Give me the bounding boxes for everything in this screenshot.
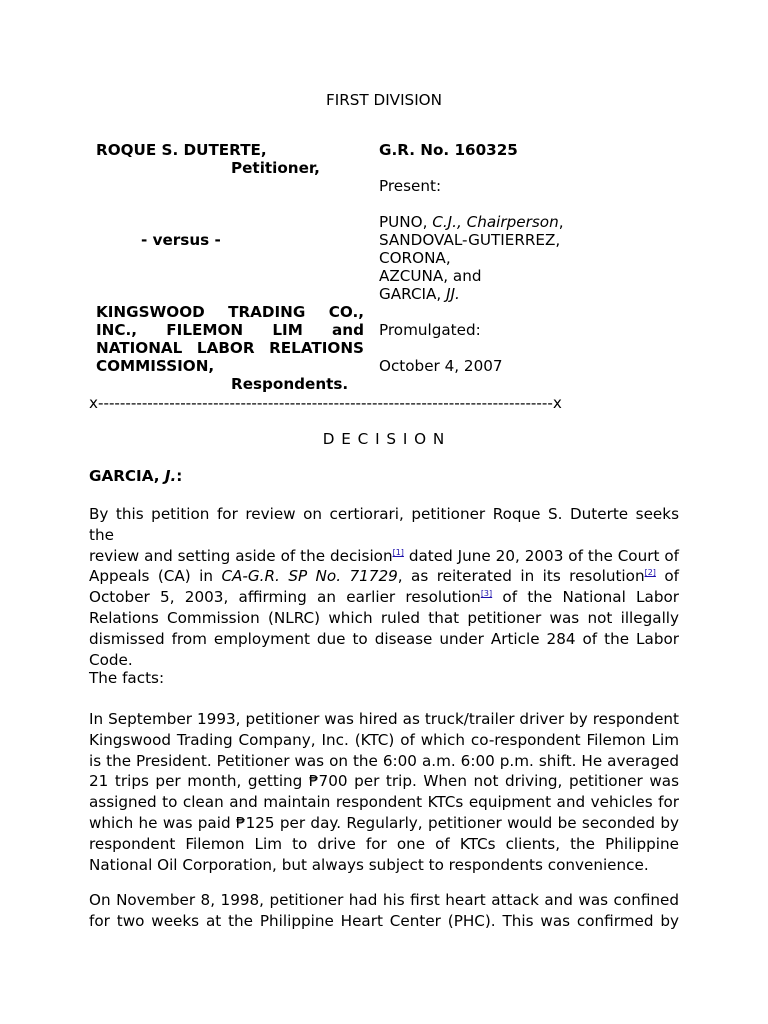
text-line: National Oil Corporation, but always subject to respondents convenience.: [89, 855, 649, 874]
text-line: assigned to clean and maintain respondent KTCs equipment and vehicles for: [89, 793, 679, 812]
division-text: FIRST DIVISION: [326, 91, 442, 109]
ponente: [89, 467, 182, 485]
text-line: which he was paid ₱125 per day. Regularly, petitioner would be seconded by: [89, 813, 679, 832]
respondent-line: NATIONAL LABOR RELATIONS: [96, 339, 364, 357]
footnote-link-3[interactable]: [3]: [480, 589, 493, 599]
ponente-title: J.: [164, 467, 177, 485]
case-citation: CA-G.R. SP No. 71729: [221, 567, 398, 586]
justice-punct: ,: [558, 213, 564, 231]
justice-puno: [379, 213, 564, 231]
justice-name: PUNO,: [379, 213, 433, 231]
justice-title: C.J., Chairperson: [432, 213, 559, 231]
justice-title: JJ.: [446, 285, 460, 303]
respondent-line: COMMISSION,: [96, 357, 215, 375]
text-line: In September 1993, petitioner was hired as truck/trailer driver by respondent: [89, 710, 679, 728]
respondent-block: [96, 303, 364, 375]
respondent-line: INC., FILEMON LIM and: [96, 321, 364, 339]
text-line: dismissed from employment due to disease under Article 284 of the Labor: [89, 629, 679, 648]
text-line: [89, 546, 679, 567]
justice-sandoval: SANDOVAL-GUTIERREZ,: [379, 231, 561, 249]
facts-label: The facts:: [89, 669, 165, 687]
promulgated-date: October 4, 2007: [379, 357, 503, 375]
justice-name: GARCIA,: [379, 285, 447, 303]
justice-garcia: [379, 285, 564, 303]
case-number: G.R. No. 160325: [379, 141, 518, 159]
text-line: Code.: [89, 650, 133, 669]
text-run: of the National Labor: [492, 588, 679, 607]
text-run: October 5, 2003, affirming an earlier resolution: [89, 588, 481, 607]
petitioner-name: ROQUE S. DUTERTE,: [96, 141, 267, 159]
present-label: Present:: [379, 177, 442, 195]
division-heading: [0, 91, 768, 109]
decision-heading: D E C I S I O N: [322, 430, 446, 448]
promulgated-label: Promulgated:: [379, 321, 481, 339]
text-line: [89, 566, 679, 587]
ponente-colon: :: [176, 467, 183, 485]
petitioner-role: Petitioner,: [231, 159, 320, 177]
text-run: dated June 20, 2003 of the Court of: [403, 546, 679, 565]
paragraph-facts: [89, 709, 679, 875]
text-line: for two weeks at the Philippine Heart Center (PHC). This was confirmed by: [89, 911, 679, 930]
footnote-link-1[interactable]: [1]: [392, 547, 404, 557]
text-line: Relations Commission (NLRC) which ruled that petitioner was not illegally: [89, 608, 679, 627]
text-line: By this petition for review on certiorari, petitioner Roque S. Duterte seeks the: [89, 505, 679, 544]
text-run: review and setting aside of the decision: [89, 546, 393, 565]
ponente-name: GARCIA,: [89, 467, 165, 485]
text-run: of: [655, 567, 679, 586]
text-line: Kingswood Trading Company, Inc. (KTC) of which co-respondent Filemon Lim: [89, 730, 679, 749]
respondent-line: KINGSWOOD TRADING CO.,: [96, 303, 364, 321]
text-line: is the President. Petitioner was on the 6:00 a.m. 6:00 p.m. shift. He averaged: [89, 751, 679, 770]
versus-label: - versus -: [141, 231, 221, 249]
justice-corona: CORONA,: [379, 249, 451, 267]
footnote-link-2[interactable]: [2]: [644, 568, 656, 578]
text-run: , as reiterated in its resolution: [397, 567, 645, 586]
justice-azcuna: AZCUNA, and: [379, 267, 482, 285]
paragraph-heart-attack: [89, 890, 679, 932]
text-line: [89, 587, 679, 608]
caption-separator: x-----------------------------------------------------------------------------------x: [89, 394, 562, 412]
respondent-role: Respondents.: [231, 375, 349, 393]
text-line: 21 trips per month, getting ₱700 per trip. When not driving, petitioner was: [89, 772, 679, 791]
bench-list: [379, 213, 564, 303]
paragraph-intro: [89, 504, 679, 670]
text-run: Appeals (CA) in: [89, 567, 222, 586]
text-line: respondent Filemon Lim to drive for one of KTCs clients, the Philippine: [89, 834, 679, 853]
text-line: On November 8, 1998, petitioner had his first heart attack and was confined: [89, 891, 679, 909]
